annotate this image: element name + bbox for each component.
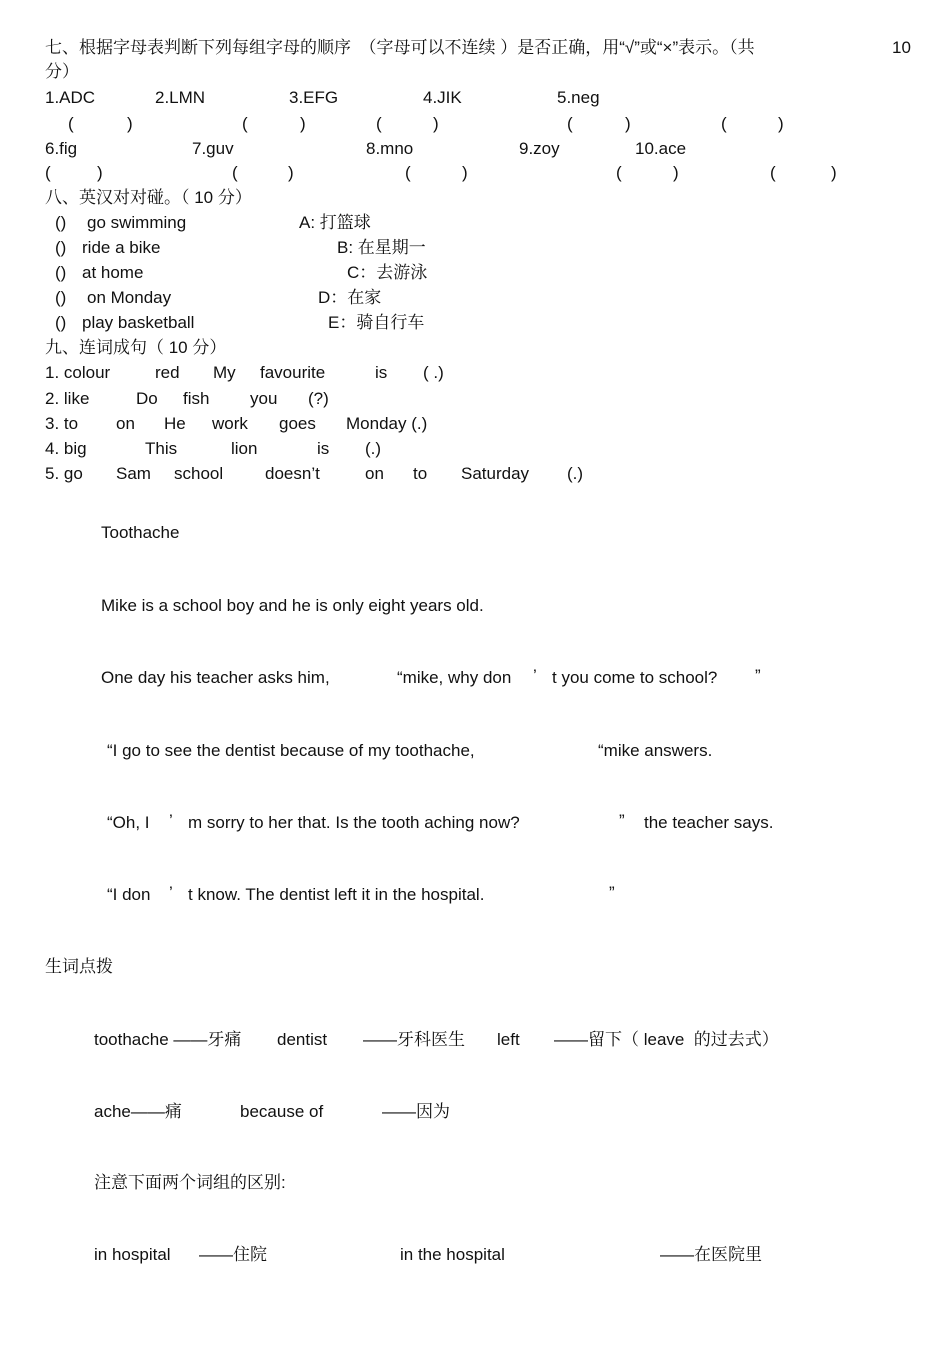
vocab-entry: in the hospital	[400, 1245, 505, 1264]
vocab-entry: in hospital	[94, 1245, 171, 1264]
answer-paren-close: )	[433, 114, 439, 133]
s7-item: 10.ace	[635, 139, 687, 158]
vocab-entry: ——在医院里	[660, 1245, 762, 1264]
story-text: t know. The dentist left it in the hospital.	[188, 885, 485, 904]
story-text: t you come to school?	[552, 668, 718, 687]
word: goes	[279, 414, 316, 433]
vocab-entry: dentist	[277, 1030, 328, 1049]
vocab-entry: ——住院	[199, 1245, 267, 1264]
answer-paren-open: (	[567, 114, 573, 133]
word: Monday (.)	[346, 414, 428, 433]
answer-paren-close: )	[831, 163, 837, 182]
s7-item: 9.zoy	[519, 139, 560, 158]
word: 2. like	[45, 389, 90, 408]
answer-paren-close: )	[625, 114, 631, 133]
vocab-entry: ache——痛	[94, 1102, 182, 1121]
match-english: ride a bike	[82, 238, 161, 257]
word: fish	[183, 389, 210, 408]
story-text: “I go to see the dentist because of my toothache,	[107, 741, 475, 760]
s7-item: 5.neg	[557, 88, 600, 107]
vocab-heading: 生词点拨	[45, 957, 113, 976]
s7-item: 8.mno	[366, 139, 414, 158]
word: favourite	[260, 363, 326, 382]
word: 5. go	[45, 464, 83, 483]
word: 3. to	[45, 414, 79, 433]
section9-heading: 九、连词成句（ 10 分）	[45, 338, 227, 357]
s7-item: 1.ADC	[45, 88, 96, 107]
match-chinese: B: 在星期一	[337, 238, 426, 257]
vocab-entry: ——因为	[382, 1102, 450, 1121]
story-text: the teacher says.	[644, 813, 774, 832]
answer-paren-close: )	[288, 163, 294, 182]
word: My	[213, 363, 236, 382]
answer-paren-open: (	[45, 163, 51, 182]
section7-heading-cont: 分）	[45, 62, 79, 81]
word: is	[375, 363, 388, 382]
word: Sam	[116, 464, 151, 483]
word: 1. colour	[45, 363, 111, 382]
vocab-note: 注意下面两个词组的区别:	[94, 1173, 286, 1192]
answer-paren-open: (	[242, 114, 248, 133]
story-text: “I don	[107, 885, 151, 904]
word: is	[317, 439, 330, 458]
word: ( .)	[423, 363, 444, 382]
match-english: at home	[82, 263, 144, 282]
word: you	[250, 389, 278, 408]
answer-paren-open: (	[405, 163, 411, 182]
match-english: play basketball	[82, 313, 195, 332]
match-blank: ()	[55, 288, 67, 307]
word: work	[212, 414, 248, 433]
match-blank: ()	[55, 263, 67, 282]
word: Saturday	[461, 464, 530, 483]
answer-paren-close: )	[673, 163, 679, 182]
match-blank: ()	[55, 313, 67, 332]
story-text: “mike answers.	[598, 741, 713, 760]
match-chinese: E：骑自行车	[328, 313, 425, 332]
s7-item: 7.guv	[192, 139, 234, 158]
answer-paren-open: (	[232, 163, 238, 182]
vocab-entry: ——牙科医生	[363, 1030, 465, 1049]
story-paragraph: Mike is a school boy and he is only eight years old.	[101, 596, 484, 615]
story-text: ’	[169, 883, 173, 902]
answer-paren-close: )	[97, 163, 103, 182]
word: lion	[231, 439, 258, 458]
story-title: Toothache	[101, 523, 180, 542]
word: (?)	[308, 389, 329, 408]
story-text: ’	[533, 666, 537, 685]
vocab-entry: left	[497, 1030, 520, 1049]
answer-paren-close: )	[778, 114, 784, 133]
word: red	[155, 363, 180, 382]
s7-item: 2.LMN	[155, 88, 206, 107]
section7-heading: 七、根据字母表判断下列每组字母的顺序 （字母可以不连续 ）是否正确，用“√”或“×”表示。（共	[45, 38, 755, 57]
story-text: ”	[755, 666, 761, 685]
word: school	[174, 464, 224, 483]
answer-paren-close: )	[300, 114, 306, 133]
word: (.)	[365, 439, 382, 458]
match-english: on Monday	[87, 288, 172, 307]
story-text: “mike, why don	[397, 668, 512, 687]
vocab-entry: ——留下（ leave 的过去式）	[554, 1030, 779, 1049]
word: on	[365, 464, 384, 483]
word: This	[145, 439, 178, 458]
word: Do	[136, 389, 158, 408]
answer-paren-close: )	[462, 163, 468, 182]
story-text: ”	[619, 811, 625, 830]
match-chinese: A: 打篮球	[299, 213, 371, 232]
s7-item: 3.EFG	[289, 88, 339, 107]
word: to	[413, 464, 428, 483]
word: (.)	[567, 464, 584, 483]
answer-paren-open: (	[376, 114, 382, 133]
match-chinese: D：在家	[318, 288, 382, 307]
vocab-entry: toothache ——牙痛	[94, 1030, 242, 1049]
vocab-entry: because of	[240, 1102, 324, 1121]
story-text: m sorry to her that. Is the tooth aching now?	[188, 813, 520, 832]
answer-paren-close: )	[127, 114, 133, 133]
answer-paren-open: (	[721, 114, 727, 133]
story-text: ”	[609, 883, 615, 902]
answer-paren-open: (	[68, 114, 74, 133]
section7-points: 10	[892, 38, 911, 57]
answer-paren-open: (	[616, 163, 622, 182]
match-blank: ()	[55, 238, 67, 257]
s7-item: 6.fig	[45, 139, 78, 158]
match-chinese: C：去游泳	[347, 263, 428, 282]
match-blank: ()	[55, 213, 67, 232]
word: He	[164, 414, 186, 433]
match-english: go swimming	[87, 213, 187, 232]
section8-heading: 八、英汉对对碰。（ 10 分）	[45, 188, 252, 207]
word: 4. big	[45, 439, 87, 458]
story-text: ’	[169, 811, 173, 830]
word: on	[116, 414, 135, 433]
answer-paren-open: (	[770, 163, 776, 182]
s7-item: 4.JIK	[423, 88, 462, 107]
word: doesn’t	[265, 464, 320, 483]
story-text: One day his teacher asks him,	[101, 668, 330, 687]
story-text: “Oh, I	[107, 813, 150, 832]
